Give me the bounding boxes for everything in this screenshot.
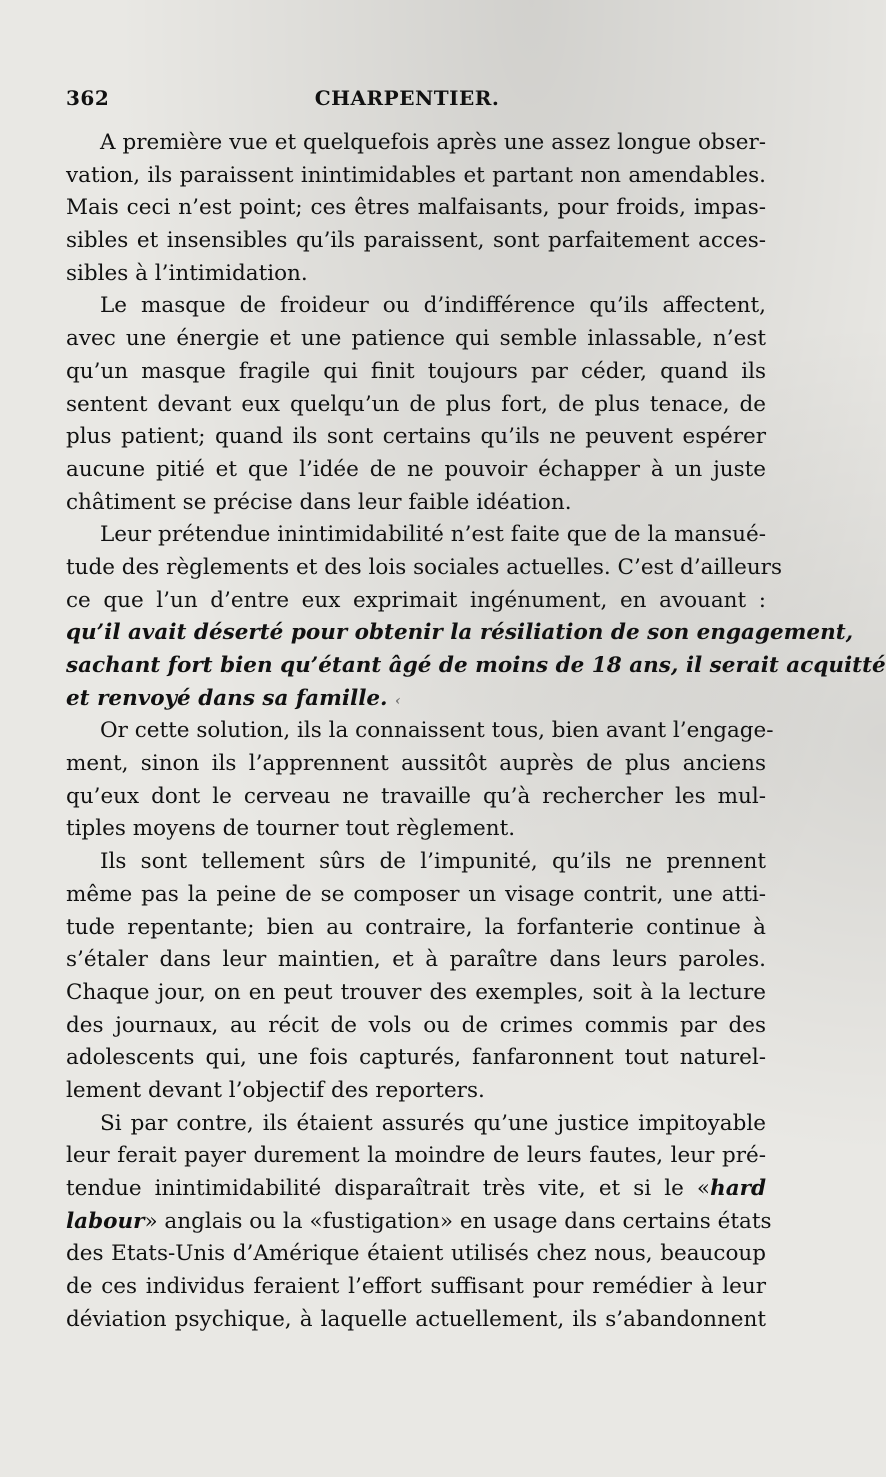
running-head: CHARPENTIER. xyxy=(314,86,500,110)
text-line: Ils sont tellement sûrs de l’impunité, qu’ils ne prennent xyxy=(100,849,766,875)
text-line: Le masque de froideur ou d’indifférence qu’ils affectent, xyxy=(100,293,766,319)
text-line: adolescents qui, une fois capturés, fanfaronnent tout naturel- xyxy=(66,1045,766,1071)
page-number: 362 xyxy=(66,86,110,110)
text-segment: » anglais ou la «fustigation» en usage dans certains états xyxy=(144,1208,772,1234)
text-line: plus patient; quand ils sont certains qu’ils ne peuvent espérer xyxy=(66,424,766,450)
italic-term-labour: labour xyxy=(66,1208,145,1234)
text-line xyxy=(66,1206,772,1239)
text-line: tiples moyens de tourner tout règlement. xyxy=(66,816,516,842)
text-line: ment, sinon ils l’apprennent aussitôt auprès de plus anciens xyxy=(66,751,766,777)
page-header xyxy=(66,86,748,120)
text-line: leur ferait payer durement la moindre de leurs fautes, leur pré- xyxy=(66,1143,766,1169)
body-text xyxy=(66,127,886,1336)
text-line: ce que l’un d’entre eux exprimait ingénument, en avouant : xyxy=(66,587,766,613)
italic-term-hard: hard xyxy=(710,1176,766,1201)
text-segment: tendue inintimidabilité disparaîtrait très vite, et si le « xyxy=(66,1176,711,1201)
text-line: de ces individus feraient l’effort suffisant pour remédier à leur xyxy=(66,1274,766,1300)
text-line: des Etats-Unis d’Amérique étaient utilisés chez nous, beaucoup xyxy=(66,1241,766,1267)
text-line: sibles à l’intimidation. xyxy=(66,260,308,286)
text-line: sibles et insensibles qu’ils paraissent, sont parfaitement acces- xyxy=(66,228,766,254)
text-line: A première vue et quelquefois après une assez longue obser- xyxy=(100,130,766,155)
text-line: qu’eux dont le cerveau ne travaille qu’à rechercher les mul- xyxy=(66,783,766,809)
text-line: s’étaler dans leur maintien, et à paraître dans leurs paroles. xyxy=(66,947,766,973)
text-line: sentent devant eux quelqu’un de plus fort, de plus tenace, de xyxy=(66,391,766,417)
text-line: vation, ils paraissent inintimidables et partant non amendables. xyxy=(66,162,766,188)
text-line xyxy=(66,1173,766,1206)
text-line: tude des règlements et des lois sociales actuelles. C’est d’ailleurs xyxy=(66,554,782,580)
italic-text: et renvoyé dans sa famille. xyxy=(66,685,388,711)
text-line: Si par contre, ils étaient assurés qu’une justice impitoyable xyxy=(100,1110,766,1136)
text-line: déviation psychique, à laquelle actuellement, ils s’abandonnent xyxy=(66,1306,766,1332)
stray-mark: ‹ xyxy=(395,692,401,709)
text-line: Chaque jour, on en peut trouver des exemples, soit à la lecture xyxy=(66,979,766,1005)
text-line: Leur prétendue inintimidabilité n’est faite que de la mansué- xyxy=(100,522,766,548)
text-line: Or cette solution, ils la connaissent tous, bien avant l’engage- xyxy=(100,718,774,744)
text-line: avec une énergie et une patience qui semble inlassable, n’est xyxy=(66,326,766,352)
text-line: aucune pitié et que l’idée de ne pouvoir échapper à un juste xyxy=(66,456,766,482)
text-line: lement devant l’objectif des reporters. xyxy=(66,1077,485,1103)
text-line-italic xyxy=(66,683,766,716)
text-line: même pas la peine de se composer un visage contrit, une atti- xyxy=(66,881,766,907)
text-line: des journaux, au récit de vols ou de crimes commis par des xyxy=(66,1012,766,1038)
text-line: qu’un masque fragile qui finit toujours par céder, quand ils xyxy=(66,358,766,384)
text-line-italic: qu’il avait déserté pour obtenir la résiliation de son engagement, xyxy=(66,620,854,646)
text-line-italic: sachant fort bien qu’étant âgé de moins de 18 ans, il serait acquitté xyxy=(66,653,886,678)
text-line: Mais ceci n’est point; ces êtres malfaisants, pour froids, impas- xyxy=(66,195,766,221)
text-line: châtiment se précise dans leur faible idéation. xyxy=(66,489,572,515)
text-line: tude repentante; bien au contraire, la forfanterie continue à xyxy=(66,914,766,940)
